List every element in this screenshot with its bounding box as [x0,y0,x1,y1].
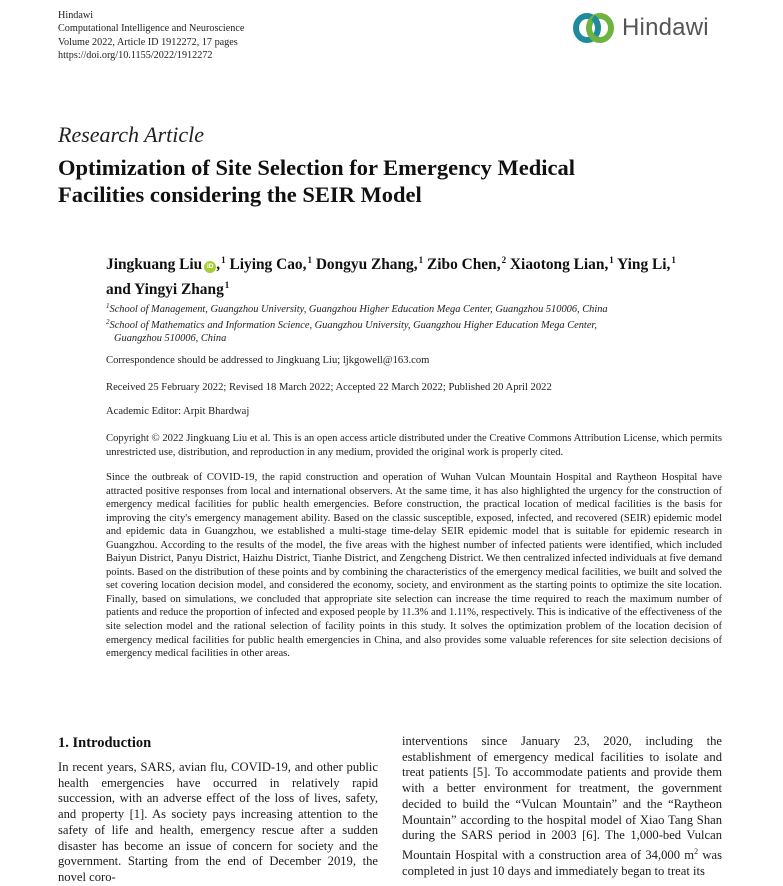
hindawi-logo [572,10,709,46]
article-title [58,154,698,208]
article-dates: Received 25 February 2022; Revised 18 March 2022; Accepted 22 March 2022; Published 20 April 2022 [106,382,552,393]
affiliation-text: School of Mathematics and Information Science, Guangzhou University, Guangzhou Higher Education Mega Center, [109,320,597,332]
orcid-icon[interactable]: iD [204,261,216,273]
affiliation-1 [106,300,726,316]
affiliations [106,300,726,346]
author-name[interactable]: Xiaotong Lian [509,256,605,273]
affiliation-number: 1 [106,302,110,310]
article-type: Research Article [58,122,205,147]
author-affiliation: 1 [671,255,676,265]
interlocking-rings-icon [572,10,616,46]
title-line-1: Optimization of Site Selection for Emergency Medical [58,155,575,180]
doi-link[interactable]: https://doi.org/10.1155/2022/1912272 [58,50,213,62]
academic-editor: Academic Editor: Arpit Bhardwaj [106,406,250,417]
journal-name: Computational Intelligence and Neuroscience [58,23,245,35]
author-affiliation: 1 [609,255,614,265]
introduction-right-column [402,734,722,879]
volume-info: Volume 2022, Article ID 1912272, 17 pages [58,36,238,48]
affiliation-number: 2 [106,318,110,327]
paragraph-text: was completed in just 10 days and immediately began to treat its [402,847,722,878]
author-affiliation: 1 [221,255,226,265]
paragraph: In recent years, SARS, avian flu, COVID-19, and other public health emergencies have occurred in relatively rapid succession, with an adverse effect of the loss of lives, safety, and property [1]. As society pays increasing attention to the safety of life and health, emergency rescue after a sudden disaster has become an issue of concern for society and the government. Starting from the end of December 2019, the novel coro- [58,760,378,884]
author-affiliation: 1 [418,255,424,265]
author-affiliation: 2 [501,255,507,265]
copyright-notice: Copyright © 2022 Jingkuang Liu et al. This is an open access article distributed under the Creative Commons Attribution License, which permits unrestricted use, distribution, and reproduction in any medium, provided the original work is properly cited. [106,433,722,458]
abstract: Since the outbreak of COVID-19, the rapid construction and operation of Wuhan Vulcan Mountain Hospital and Raytheon Hospital have attracted positive responses from local and international observers. At the same time, it has also highlighted the urgency for the construction of emergency medical facilities for public health emergencies. Before construction, the practical location of medical facilities is the basis for improving the city's emergency management ability. Based on the classic susceptible, exposed, infected, and recovered (SEIR) epidemic model and epidemic data in Guangzhou, we established a multi-stage time-delay SEIR epidemic model that is suitable for epidemic research in Guangzhou. According to the results of the model, the five areas with the highest number of infected patients were identified, which included Baiyun District, Panyu District, Haizhu District, Tianhe District, and Zengcheng District. We then centralized infected individuals at five demand points. Based on the distribution of these points and by combining the characteristics of the emergency medical facilities, we built and solved the set covering location decision model, and considered the economy, society, and environment as the starting points to optimize the site location. Finally, based on simulations, we concluded that appropriate site selection can increase the time required to reach the maximum number of patients and reduce the proportion of infected and exposed people by 11.3% and 1.11%, respectively. This is indicative of the effectiveness of the site selection model and the rational selection of facility points in this study. It solves the optimization problem of the location decision of emergency medical facilities for public health emergencies in China, and also provides some valuable references for site selection decisions of emergency medical facilities in other areas. [106,472,722,660]
affiliation-2 [106,316,726,332]
paragraph-text: interventions since January 23, 2020, including the establishment of emergency medical facilities to isolate and treat patients [5]. To accommodate patients and provide them with a better environment for treatment, the government decided to build the “Vulcan Mountain” and the “Raytheon Mountain” according to the hospital model of Xiao Tang Shan during the SARS period in 2003 [6]. The 1,000-bed Vulcan Mountain Hospital with a construction area of 34,000 m [402,734,722,862]
affiliation-text: School of Management, Guangzhou University, Guangzhou Higher Education Mega Center, Guangzhou 510006, China [109,304,608,315]
author-name[interactable]: Zibo Chen [426,256,497,273]
logo-text: Hindawi [622,14,709,41]
author-list: Jingkuang Liu iD ,$^1$ Liying Cao,$^1$ Dongyu Zhang,$^1$ Zibo Chen,$^2$ Xiaotong Lian,$^1$ Ying Li,$^1$ and Yingyi Zhang$^1$ [106,255,676,298]
publisher-name: Hindawi [58,10,94,21]
author-name[interactable]: Dongyu Zhang [315,256,414,273]
title-line-2: Facilities considering the SEIR Model [58,182,422,207]
paragraph [402,734,722,879]
author-name[interactable]: Liying Cao [229,256,303,273]
correspondence: Correspondence should be addressed to Jingkuang Liu; ljkgowell@163.com [106,355,430,366]
author-name[interactable]: Ying Li [617,256,667,273]
author-affiliation: 1 [307,255,312,265]
section-heading-introduction: 1. Introduction [58,735,152,751]
journal-header [58,9,244,63]
author-name[interactable]: Jingkuang Liu [106,256,203,273]
author-affiliation: 1 [224,280,230,290]
author-name[interactable]: and Yingyi Zhang [106,281,224,298]
superscript: 2 [694,846,699,856]
affiliation-2-continued: Guangzhou 510006, China [114,333,227,345]
introduction-left-column [58,760,378,886]
